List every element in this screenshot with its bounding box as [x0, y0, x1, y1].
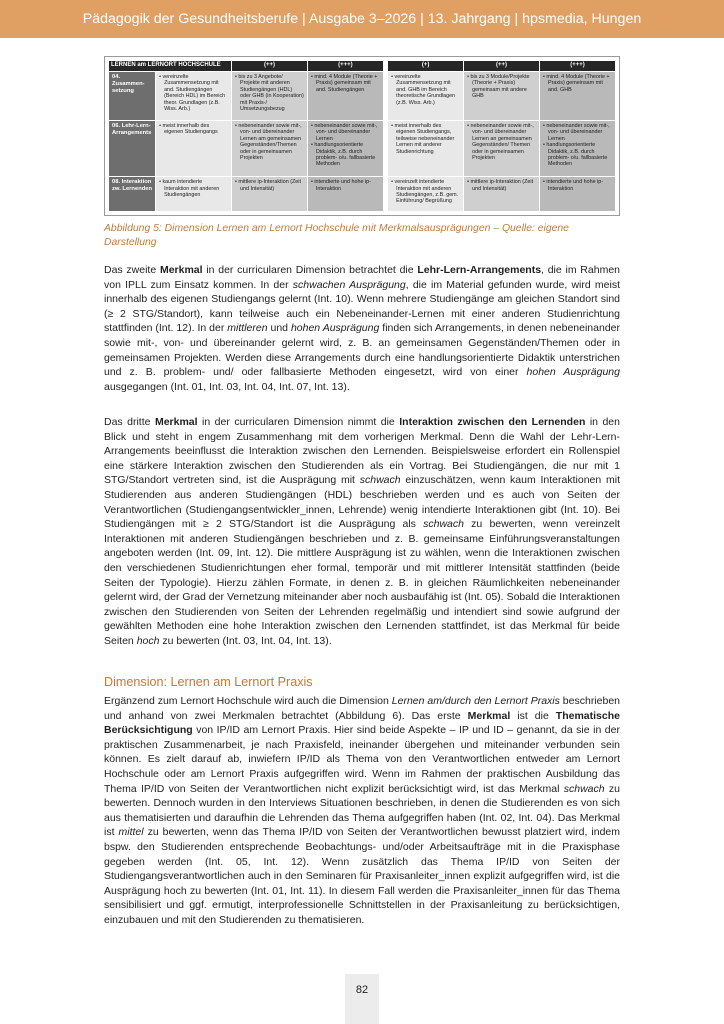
table-header-level: (+++) — [307, 61, 383, 72]
page-number-tab — [345, 974, 379, 1024]
table-header-level: (+++) — [540, 61, 616, 72]
cell-bullet: • mind. 4 Module (Theorie + Praxis) gemeinsam mit and. GHB — [543, 74, 612, 93]
cell-bullet: • nebeneinander sowie mit-, von- und übereinander Lernen am gemeinsamen Gegenständen/Themen oder in gemeinsamen Projekten — [235, 123, 304, 161]
table-header-level: (+) — [388, 61, 464, 72]
table-cell — [307, 72, 383, 121]
italic-term: schwach — [359, 474, 401, 487]
cell-bullet: • mittlere ip-Interaktion (Zeit und Intensität) — [235, 179, 304, 192]
text-run: zu bewerten (Int. 03, Int. 04, Int. 13). — [159, 634, 332, 647]
text-run: in der curricularen Dimension betrachtet die — [202, 264, 418, 276]
row-label: 08. Interaktion zw. Lernenden — [109, 177, 156, 212]
bold-term: Merkmal — [154, 416, 198, 428]
table-cell — [464, 72, 540, 121]
text-run: beschrieben und anhand von zwei Merkmalen betrachtet (Abbildung 6). Das erste — [104, 695, 621, 722]
text-run: einzuschätzen, wenn kaum Interaktionen mit Studierenden aus anderen Studiengängen (HDL) beschrieben werden und es auch von Seiten der Verantwortlichen (Studiengangsentwickler_innen, Lehrende) wenig intendierte Interaktionen gibt (Int. 10). Bei Studiengängen mit ≥ 2 STG/Standort ist die Ausprägung als — [104, 474, 620, 531]
italic-term: hoch — [136, 634, 160, 647]
row-label: 06. Lehr-Lern-Arrangements — [109, 121, 156, 177]
table-row — [109, 72, 616, 121]
text-run: ist die — [510, 709, 556, 722]
table-header-level: (++) — [464, 61, 540, 72]
bold-term: Interaktion zwischen den Lernenden — [399, 416, 586, 428]
figure-5-table — [104, 56, 620, 216]
table-cell — [540, 121, 616, 177]
text-run: Das dritte — [104, 416, 155, 428]
table-row — [109, 177, 616, 212]
row-label: 04. Zusammen-setzung — [109, 72, 156, 121]
section-heading: Dimension: Lernen am Lernort Praxis — [104, 675, 313, 689]
bold-term: Merkmal — [159, 264, 203, 276]
text-run: finden sich Arrangements, in denen nebeneinander sowie mit-, von- und übereinander gelernt wird, z. B. an gemeinsamen Gegenständen/Themen oder in gemeinsamen Projekten. Werden diese Arrangements durch eine handlungsorientierte Didaktik unterstrichen und z. B. problem- und/ oder fallbasierte Methoden eingesetzt, wird von einer — [104, 322, 620, 379]
paragraph-lehr-lern-arrangements — [104, 263, 620, 394]
text-run: in der curricularen Dimension nimmt die — [197, 416, 400, 428]
cell-bullet: • bis zu 3 Module/Projekte (Theorie + Praxis) gemeinsam mit andere GHB — [467, 74, 536, 100]
table-cell — [540, 177, 616, 212]
table-header-title: LERNEN am LERNORT HOCHSCHULE — [109, 61, 232, 72]
italic-term: schwachen Ausprägung — [292, 278, 406, 291]
table-cell — [307, 121, 383, 177]
cell-bullet: • vereinzelt intendierte Interaktion mit anderen Studiengängen, z.B. gem. Einführung/ Begrüßung — [391, 179, 460, 205]
cell-bullet: • bis zu 3 Angebote/ Projekte mit anderen Studiengängen (HDL) oder GHB (in Kooperation) mit Praxis-/ Umsetzungsbezug — [235, 74, 304, 112]
table-cell — [388, 177, 464, 212]
cell-bullet: • nebeneinander sowie mit-, von- und übereinander Lernen — [543, 123, 612, 142]
table-header-level: (++) — [232, 61, 308, 72]
page-number: 82 — [355, 984, 369, 996]
table-cell — [464, 121, 540, 177]
table-cell — [156, 121, 232, 177]
cell-bullet: • vereinzelte Zusammensetzung mit and. GHB im Bereich theoretische Grundlagen (z.B. Wiss. Arb.) — [391, 74, 460, 106]
cell-bullet: • nebeneinander sowie mit-, von- und übereinander Lernen an gemeinsamen Gegenständen/ Themen oder in gemeinsamen Projekten — [467, 123, 536, 161]
table-cell — [307, 177, 383, 212]
text-run: zu bewerten. Dennoch wurden in den Interviews Situationen beschrieben, in denen die Studierenden es von sich aus thematisierten und daraufhin die Lehrenden das Thema aufgegriffen haben (Int. 02, Int. 04). Das Merkmal ist — [104, 782, 620, 839]
cell-bullet: • vereinzelte Zusammensetzung mit and. Studiengängen (Bereich HDL) im Bereich theor. Grundlagen (z.B. Wiss. Arb.) — [159, 74, 228, 112]
italic-term: hohen Ausprägung — [526, 366, 620, 379]
italic-term: mittel — [118, 826, 144, 839]
italic-term: schwach — [563, 782, 605, 795]
cell-bullet: • handlungsorientierte Didaktik, z.B. durch problem- o/u. fallbasierte Methoden — [543, 142, 612, 168]
cell-bullet: • nebeneinander sowie mit-, von- und übereinander Lernen — [311, 123, 380, 142]
cell-bullet: • meist innerhalb des eigenen Studiengangs, teilweise nebeneinander Lernen mit anderer Studienrichtung — [391, 123, 460, 155]
bold-term: Merkmal — [467, 709, 511, 722]
text-run: Ergänzend zum Lernort Hochschule wird auch die Dimension — [104, 695, 392, 707]
cell-bullet: • intendierte und hohe ip-Interaktion — [543, 179, 612, 192]
table-cell — [232, 177, 308, 212]
table-cell — [388, 121, 464, 177]
bold-term: Lehr-Lern-Arrangements — [417, 264, 542, 276]
table-row — [109, 121, 616, 177]
italic-term: mittleren — [227, 322, 268, 335]
text-run: von IP/ID am Lernort Praxis. Hier sind beide Aspekte – IP und ID – genannt, da sie in der praktischen Zusammenarbeit, je nach Praxisfeld, ineinander übergehen und miteinander verbunden sein können. Es zielt darauf ab, inwiefern IP/ID als Thema von den Verantwortlichen entweder am Lernort Hochschule oder am Lernort Praxis aufgegriffen wird. Wenn im Rahmen der praktischen Ausbildung das Thema IP/ID von Seiten der Verantwortlichen nicht explizit berücksichtigt wird, ist das Merkmal — [104, 724, 620, 795]
table-cell — [388, 72, 464, 121]
text-run: in den Blick und steht in engem Zusammenhang mit dem vorherigen Merkmal. Denn die Wahl der Lehr-Lern-Arrangements beeinflusst die Interaktion zwischen den Lernenden. Beispielsweise erfordert ein Rollenspiel eine stärkere Interaktion zwischen den Studierenden als ein Vortrag. Bei Studiengängen, die nur mit 1 STG/Standort vertreten sind, ist die Ausprägung mit — [104, 416, 620, 487]
text-run: und — [267, 322, 291, 335]
paragraph-lernort-praxis — [104, 694, 620, 928]
characteristics-table — [108, 60, 616, 212]
cell-bullet: • meist innerhalb des eigenen Studiengangs — [159, 123, 228, 136]
table-cell — [464, 177, 540, 212]
bold-term: Thematische Berücksichtigung — [104, 709, 620, 737]
table-cell — [156, 72, 232, 121]
text-run: zu bewerten, wenn vereinzelt Interaktionen mit anderen Studiengängen beschrieben und z. B. gemeinsame Einführungsveranstaltungen angeboten werden (Int. 09, Int. 12). Die mittlere Ausprägung ist zu wählen, wenn die Interaktionen zwischen den verschiedenen Studienrichtungen eher formal, temporär und mit mittlerer Intensität stattfinden (beide Seiten der Typologie). Hierzu zählen Formate, in denen z. B. in gleichen Räumlichkeiten nebeneinander gelernt wird, der Grad der Vernetzung miteinander aber noch ausbaufähig ist (Int. 05). Sobald die Interaktionen zwischen den Studierenden von Seiten der Lehrenden regelmäßig und intendiert sind sowie aufgrund der gewählten Methoden eine hohe Interaktion zwischen den Lernenden stattfindet, ist das Merkmal für beide Seiten — [104, 518, 620, 647]
cell-bullet: • intendierte und hohe ip-Interaktion — [311, 179, 380, 192]
text-run: , die im Material gefunden wurde, wird meist innerhalb des eigenen Studiengangs gelernt (Int. 10). Wenn mehrere Studiengänge am gleichen Standort sind (≥ 2 STG/Standort), kann teilweise auch ein Nebeneinander-Lernen mit einer anderen Studienrichtung stattfinden (Int. 12). In der — [104, 278, 620, 335]
text-run: Das zweite — [104, 264, 160, 276]
text-run: , die im Rahmen von IPLL zum Einsatz kommen. In der — [104, 264, 620, 291]
cell-bullet: • handlungsorientierte Didaktik, z.B. durch problem- o/u. fallbasierte Methoden — [311, 142, 380, 168]
cell-bullet: • mind. 4 Module (Theorie + Praxis) gemeinsam mit and. Studiengängen — [311, 74, 380, 93]
figure-caption: Abbildung 5: Dimension Lernen am Lernort Hochschule mit Merkmalsausprägungen – Quelle: eigene Darstellung — [104, 223, 569, 248]
cell-bullet: • mittlere ip-Interaktion (Zeit und Intensität) — [467, 179, 536, 192]
cell-bullet: • kaum intendierte Interaktion mit anderen Studiengängen — [159, 179, 228, 198]
italic-term: schwach — [423, 518, 464, 531]
table-header-row — [109, 61, 616, 72]
text-run: ausgegangen (Int. 01, Int. 03, Int. 04, Int. 07, Int. 13). — [104, 380, 350, 393]
table-cell — [232, 121, 308, 177]
table-cell — [232, 72, 308, 121]
running-header: Pädagogik der Gesundheitsberufe | Ausgabe 3–2026 | 13. Jahrgang | hpsmedia, Hungen — [0, 0, 724, 38]
text-run: zu bewerten, wenn das Thema IP/ID von Seiten der Verantwortlichen bewusst platziert wird, indem bspw. den Studierenden entsprechende Beobachtungs- und/oder Arbeitsaufträge mit in die Praxisphase gegeben werden (Int. 05, Int. 12). Wenn zusätzlich das Thema IP/ID von Seiten der Studiengangsverantwortlichen auch in den Seminaren für Praxisanleiter_innen explizit aufgegriffen wird, ist die Ausprägung hoch zu bewerten (Int. 01, Int. 11). In diesem Fall werden die Praxisanleiter_innen für das Thema sensibilisiert und ggf. ermutigt, interprofessionelle Schnittstellen in der Praxisanleitung zu berücksichtigen, einzubauen und mit den Studierenden zu thematisieren. — [104, 826, 620, 926]
italic-term: Lernen am/durch den Lernort Praxis — [391, 695, 560, 707]
table-cell — [156, 177, 232, 212]
table-cell — [540, 72, 616, 121]
paragraph-interaktion — [104, 415, 620, 649]
italic-term: hohen Ausprägung — [290, 322, 380, 335]
